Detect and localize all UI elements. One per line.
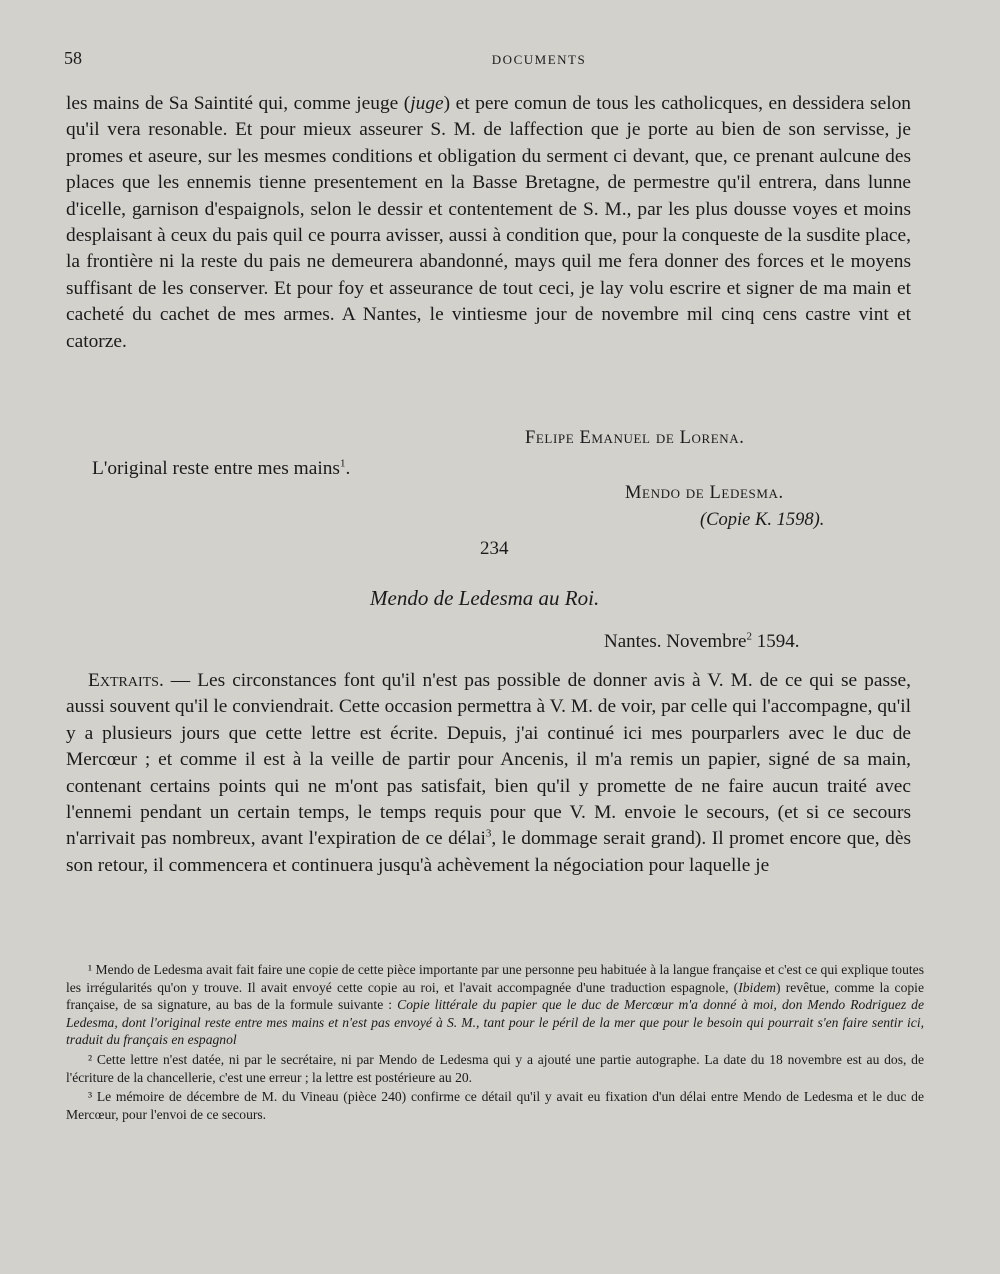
footnote-3-text: Le mémoire de décembre de M. du Vineau (pièce 240) confirme ce détail qu'il y avait eu fixation d'un délai entre Mendo de Ledesma et le duc de Mercœur, pour l'envoi de ce secours. — [66, 1089, 924, 1122]
footnotes — [66, 961, 924, 1125]
footnote-2-mark: ² — [88, 1051, 93, 1067]
letter-text-b: ) et pere comun de tous les catholicques, en dessidera selon qu'il vera resonable. Et pour mieux asseurer S. M. de laffection que je porte au bien de son servisse, je promes et aseure, sur les mesmes conditions et obligation du serment ci devant, que, ce prenant aulcune des places que les ennemis tienne presentement en la Basse Bretagne, de permestre qu'il entrera, dans lunne d'icelle, garnison d'espaignols, selon le dessir et contentement de S. M., par les plus dousse voyes et moins desplaisant à ceux du pais quil ce pourra avisser, aussi à condition que, pour la conqueste de la susdite place, la frontière ni la reste du pais ne demeurera abandonné, mays quil me fera donner des forces et le moyens suffisant de les conserver. Et pour foy et asseurance de tout ceci, je lay volu escrire et signer de ma main et cacheté du cachet de mes armes. A Nantes, le vintiesme jour de novembre mil cinq cens castre vint et catorze. — [66, 93, 911, 352]
running-title: DOCUMENTS — [491, 52, 587, 67]
letter-paragraph — [66, 91, 911, 355]
document-title: Mendo de Ledesma au Roi. — [370, 586, 600, 610]
original-note — [92, 458, 350, 480]
date-text: Nantes. Novembre — [604, 631, 747, 652]
footnote-2-text: Cette lettre n'est datée, ni par le secrétaire, ni par Mendo de Ledesma qui y a ajouté une partie autographe. La date du 18 novembre est au dos, de l'écriture de la chancellerie, c'est une erreur ; la lettre est postérieure au 20. — [66, 1051, 924, 1085]
extracts-label: Extraits. — [88, 670, 164, 691]
running-header — [64, 48, 936, 72]
document-date — [604, 631, 799, 653]
letter-text-a: les mains de Sa Saintité qui, comme jeuge ( — [66, 93, 411, 114]
page-number: 58 — [64, 48, 82, 68]
source-reference: (Copie K. 1598). — [700, 510, 825, 530]
footnote-3 — [66, 1088, 924, 1123]
extract-text-a: — Les circonstances font qu'il n'est pas possible de donner avis à V. M. de ce qui se passe, aussi souvent qu'il le conviendrait. Cette occasion permettra à V. M. de voir, par celle qui l'accompagne, qu'il y a plusieurs jours que cette lettre est écrite. Depuis, j'ai continué ici mes pourparlers avec le duc de Mercœur ; et comme il est à la veille de partir pour Ancenis, il m'a remis un papier, signé de sa main, contenant certains points qui ne m'ont pas satisfait, bien qu'il y promette de ne faire aucun traité avec l'ennemi pendant un certain temps, le temps requis pour que V. M. envoie le secours, (et si ce secours n'arrivait pas nombreux, avant l'expiration de ce délai — [66, 670, 911, 850]
footnote-2 — [66, 1051, 924, 1086]
footnote-1-ibidem: Ibidem — [738, 979, 776, 995]
original-note-text: L'original reste entre mes mains — [92, 458, 340, 479]
extract-text-b: , le dommage serait grand). Il promet encore que, dès son retour, il commencera et continuera jusqu'à achèvement la négociation pour laquelle je — [66, 828, 912, 876]
footnote-ref-1: 1 — [339, 457, 346, 470]
letter-gloss: juge — [410, 93, 444, 114]
footnote-1-quote: Copie littérale du papier que le duc de Mercœur m'a donné à moi, don Mendo Rodriguez de Ledesma, dont l'original reste entre mes mains et n'est pas envoyé à S. M., tant pour le péril de la mer que pour le besoin qui pourrait s'en faire sentir ici, traduit du français en espagnol — [66, 997, 925, 1048]
footnote-1-text-b: ) revêtue, comme la copie française, de sa signature, au bas de la formule suivante : — [66, 979, 924, 1013]
footnote-1 — [66, 961, 924, 1049]
signature-lorena: Felipe Emanuel de Lorena. — [525, 428, 745, 448]
footnote-ref-2: 2 — [746, 630, 752, 643]
document-number: 234 — [480, 538, 509, 559]
footnote-ref-3: 3 — [485, 827, 492, 840]
footnote-1-text-a: Mendo de Ledesma avait fait faire une copie de cette pièce importante par une personne peu habituée à la langue française et c'est ce qui explique toutes les irrégularités qu'on y trouve. Il avait envoyé cette copie au roi, et l'avait accompagnée d'une traduction espagnole, ( — [66, 962, 924, 995]
footnote-1-mark: ¹ — [88, 962, 93, 977]
date-year: 1594. — [751, 631, 800, 652]
extract-paragraph — [66, 668, 911, 879]
footnote-3-mark: ³ — [88, 1089, 93, 1105]
signature-ledesma: Mendo de Ledesma. — [625, 483, 784, 503]
original-note-end: . — [345, 458, 351, 479]
